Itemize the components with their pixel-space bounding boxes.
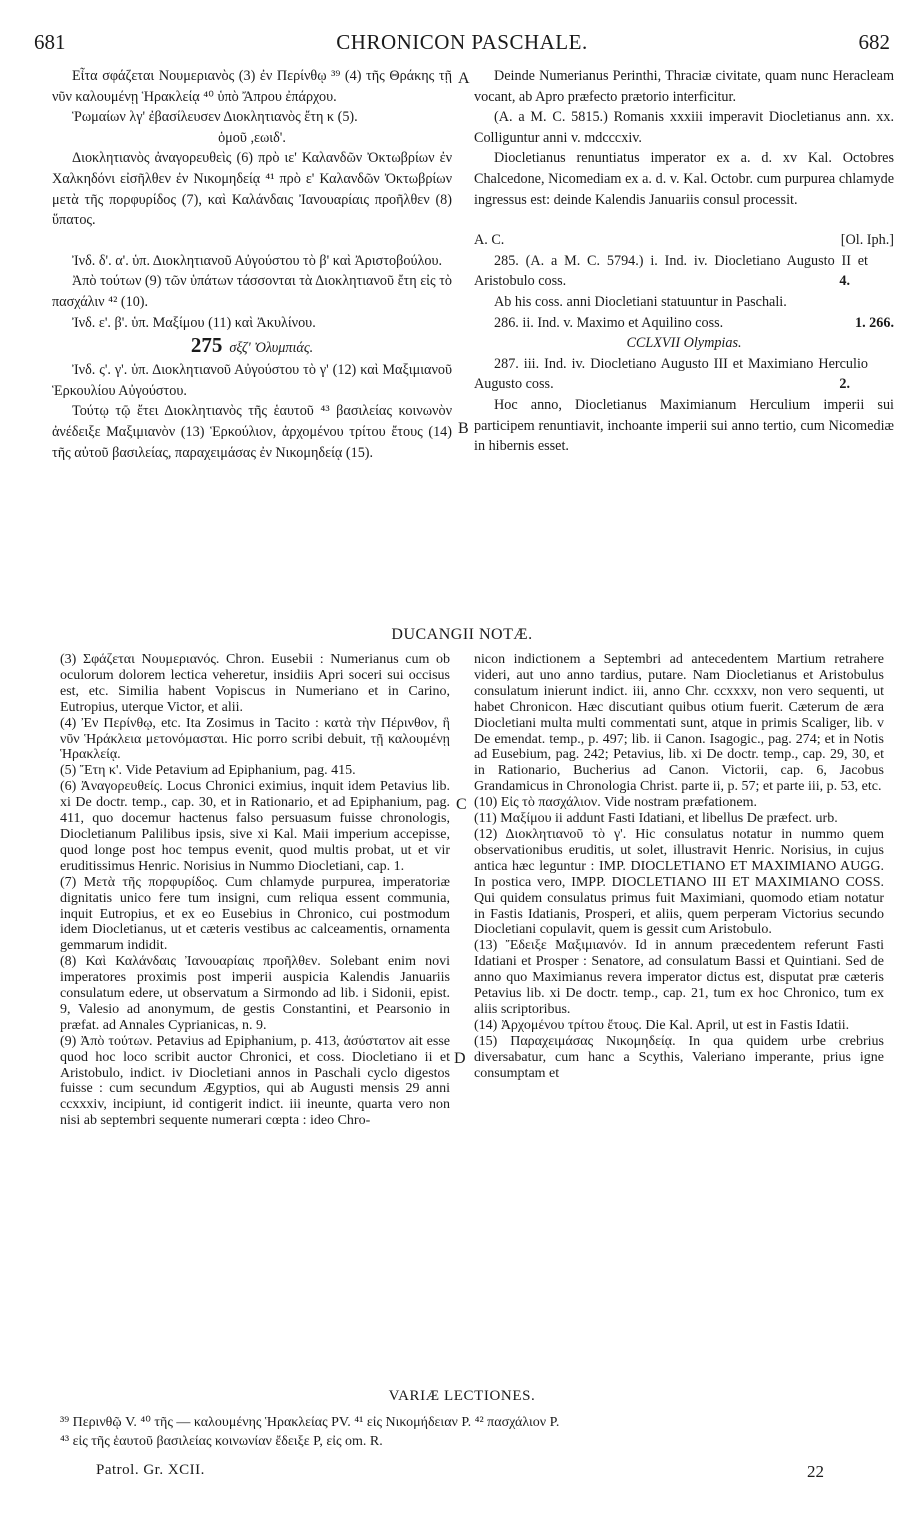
notes-heading: DUCANGII NOTÆ. — [391, 626, 533, 643]
note: (8) Καὶ Καλάνδαις Ἰανουαρίαις προῆλθεν. Solebant enim novi imperatores proximis post imperii auspicia Kalendis Januariis consulatum edere, ut observatum a Sirmondo ad lib. i Sidonii, epist. 9, Valesio ad anonymum, de gestis Constantini, et Pearsonio in præfat. ad Annales Cyprianicas, n. 9. — [60, 954, 450, 1033]
greek-paragraph: Εἶτα σφάζεται Νουμεριανὸς (3) ἐν Περίνθῳ ³⁹ (4) τῆς Θράκης τῇ νῦν καλουμένῃ Ἡρακλείᾳ ⁴⁰ ὑπὸ Ἄπρου ἐπάρχου. — [52, 68, 452, 105]
era-label: A. C. — [474, 232, 505, 249]
variae-heading: VARIÆ LECTIONES. — [388, 1388, 536, 1404]
greek-paragraph: Διοκλητιανὸς ἀναγορευθεὶς (6) πρὸ ιε' Καλανδῶν Ὀκτωβρίων ἐν Χαλκηδόνι εἰσῆλθεν ἐν Νικομηδείᾳ ⁴¹ πρὸ ε' Καλανδῶν Ὀκτωβρίων μετὰ τῆς πορφυρίδος (7), καὶ Καλάνδαις Ἰανουαρίαις προῆλθεν (8) ὕπατος. — [52, 150, 452, 229]
olympiad-label: σξζ' Ὀλυμπιάς. — [229, 340, 314, 357]
note: (10) Εἰς τὸ πασχάλιον. Vide nostram præfationem. — [474, 795, 757, 811]
era-header — [474, 230, 894, 251]
greek-paragraph: Ἰνδ. ε'. β'. ὑπ. Μαξίμου (11) καὶ Ἀκυλίνου. — [72, 314, 316, 331]
latin-entry-text: 286. ii. Ind. v. Maximo et Aquilino coss. — [494, 314, 724, 331]
latin-paragraph — [474, 251, 894, 292]
series-signature: Patrol. Gr. XCII. — [96, 1462, 205, 1478]
note: (11) Μαξίμου ii addunt Fasti Idatiani, et libellus De præfect. urb. — [474, 811, 838, 827]
notes-right-column — [474, 652, 884, 1081]
note: nicon indictionem a Septembri ad antecedentem Martium retrahere videri, aut uno anno tardius, putare. Nam Diocletianus et Aristobulus consulatum inierunt indict. iii, anno Chr. ccxxxv, non vero sequenti, ut habet Chronicon. Hæc discutiant quibus otium fuerit. Cæterum de æra Diocletiani multa multi commentati sunt, atque in primis Scaliger, lib. v De emendat. temp., p. 497; lib. ii Canon. Isagogic., pag. 274; et in Notis ad Eusebium, pag. 242; Petavius, lib. xi De doctr. temp., cap. 29, 30, et in Rationario, Bucherius ad Canon. Victorii, cap. 6, Jacobus Grandamicus in Chronologia Christ. parte ii, p. 57; et parte iii, p. 53, etc. — [474, 652, 884, 795]
olympiad-year: 1. 266. — [854, 314, 894, 331]
note: (5) Ἔτη κ'. Vide Petavium ad Epiphanium, pag. 415. — [60, 763, 356, 779]
latin-paragraph — [474, 313, 894, 334]
notes-left-column — [60, 652, 450, 1129]
variant-line: ³⁹ Περινθῷ V. ⁴⁰ τῆς — καλουμένης Ἡρακλείας PV. ⁴¹ εἰς Νικομήδειαν P. ⁴² πασχάλιον P. — [60, 1415, 560, 1430]
note: (3) Σφάζεται Νουμεριανός. Chron. Eusebii : Numerianus cum ob oculorum dolorem lectica veheretur, insidiis Apri soceri sui occisus est, etc. Similia habent Vopiscus in Numeriano et in Carino, Eutropius, uterque Victor, et alii. — [60, 652, 450, 715]
latin-paragraph: Hoc anno, Diocletianus Maximianum Herculium imperii sui participem renuntiavit, inchoante imperii sui anno tertio, cum Nicomediæ in hibernis esset. — [474, 396, 894, 455]
olympiad-column-label: [Ol. Iph.] — [840, 232, 894, 249]
note: (15) Παραχειμάσας Νικομηδείᾳ. In qua quidem urbe crebrius diversabatur, cum hanc a Scythis, Valeriano imperante, prius igne consumptam et — [474, 1033, 884, 1081]
latin-paragraph: Ab his coss. anni Diocletiani statuuntur in Paschali. — [494, 293, 787, 310]
latin-paragraph: Diocletianus renuntiatus imperator ex a. d. xv Kal. Octobres Chalcedone, Nicomediam ex a. d. v. Kal. Octobr. cum purpurea chlamyde ingressus est: deinde Kalendis Januariis consul processit. — [474, 150, 894, 208]
note: (12) Διοκλητιανοῦ τὸ γ'. Hic consulatus notatur in nummo quem observationibus eruditis, ut solet, illustravit Henric. Norisius, in cujus antica hæc leguntur : IMP. DIOCLETIANO ET MAXIMIANO AUGG. In postica vero, IMPP. DIOCLETIANO III ET MAXIMIANO COSS. Qui quidem consulatus primus fuit Maximiani, quomodo etiam notatur in Fastis Idatianis, Prosperi, et aliis, quem perperam Victorius secundo Diocletiani copulavit, quem is gessit cum Aristobulo. — [474, 826, 884, 938]
greek-paragraph: Ἰνδ. δ'. α'. ὑπ. Διοκλητιανοῦ Αὐγούστου τὸ β' καὶ Ἀριστοβούλου. — [72, 252, 443, 269]
note: (14) Ἀρχομένου τρίτου ἔτους. Die Kal. April, ut est in Fastis Idatii. — [474, 1017, 850, 1033]
greek-column — [52, 66, 452, 463]
note: (6) Ἀναγορευθείς. Locus Chronici eximius, inquit idem Petavius lib. xi De doctr. temp., cap. 30, et in Rationario, et ad Epiphanium, pag. 411, quo docemur hactenus falso persuasum fuisse chronologis, Diocletianum Palilibus ipsis, sive xi Kal. Maii imperium accepisse, quod longe post hoc tempus evenit, quod multis probat, ut et vir eruditissimus Henric. Norisius in Nummo Diocletiani, cap. 1. — [60, 779, 450, 874]
greek-paragraph: Ῥωμαίων λγ' ἐβασίλευσεν Διοκλητιανὸς ἔτη κ (5). — [72, 109, 358, 126]
page-footer — [96, 1462, 824, 1486]
signature-number: 22 — [807, 1462, 824, 1481]
page-number-left: 681 — [34, 30, 66, 54]
latin-paragraph — [474, 354, 894, 395]
margin-letter: C — [456, 796, 467, 813]
latin-entry-text: 285. (A. a M. C. 5794.) i. Ind. iv. Diocletiano Augusto II et Aristobulo coss. — [474, 252, 868, 290]
margin-letter: D — [454, 1050, 466, 1067]
latin-paragraph: Deinde Numerianus Perinthi, Thraciæ civitate, quam nunc Heracleam vocant, ab Apro præfecto prætorio interficitur. — [474, 68, 894, 105]
variae-lectiones — [60, 1413, 880, 1451]
olympiad-year: 4. — [839, 273, 850, 290]
page-number-right: 682 — [858, 30, 890, 54]
olympiad-label: CCLXVII Olympias. — [626, 335, 742, 352]
section-number: 275 — [190, 333, 223, 358]
latin-column — [474, 66, 894, 457]
greek-paragraph: Ἀπὸ τούτων (9) τῶν ὑπάτων τάσσονται τὰ Διοκλητιανοῦ ἔτη εἰς τὸ πασχάλιν ⁴² (10). — [52, 273, 452, 310]
greek-paragraph: Ἰνδ. ς'. γ'. ὑπ. Διοκλητιανοῦ Αὐγούστου τὸ γ' (12) καὶ Μαξιμιανοῦ Ἑρκουλίου Αὐγούστου. — [52, 362, 452, 399]
note: (13) Ἔδειξε Μαξιμιανόν. Id in annum præcedentem referunt Fasti Idatiani et Prosper : Senatore, ad consulatum Bassi et Quintiani. Sed de anno quo Maximianus revera imperator dictus est, disputat præ cæteris Petavius lib. xi De doctr. temp., cap. 21, tum ex hoc Chronico, tum ex aliis scriptoribus. — [474, 938, 884, 1017]
variant-line: ⁴³ εἰς τῆς ἑαυτοῦ βασιλείας κοινωνίαν ἔδειξε P, εἰς om. R. — [60, 1434, 383, 1449]
latin-paragraph: (A. a M. C. 5815.) Romanis xxxiii imperavit Diocletianus ann. xx. Colliguntur anni v. mdcccxiv. — [474, 109, 894, 146]
olympiad-heading — [52, 333, 452, 360]
margin-letter: A — [458, 70, 470, 87]
running-header — [34, 30, 890, 60]
note: (9) Ἀπὸ τούτων. Petavius ad Epiphanium, p. 413, ἀσύστατον ait esse quod hoc loco scribit auctor Chronici, et coss. Diocletiano ii et Aristobulo, indict. iv Diocletiani annos in Paschali cyclo digestos fuisse : cum secundum Ægyptios, qui ab Augusti mensis 29 anni ccxxxiv, incipiunt, id contigerit indict. iii ineunte, quarta vero non nisi ab septembri sequente numerari cœpta : ideo Chro- — [60, 1033, 450, 1129]
greek-paragraph: Τούτῳ τῷ ἔτει Διοκλητιανὸς τῆς ἑαυτοῦ ⁴³ βασιλείας κοινωνὸν ἀνέδειξε Μαξιμιανὸν (13) Ἑρκούλιον, ἀρχομένου τρίτου ἔτους (14) τῆς αὐτοῦ βασιλείας, παραχειμάσας ἐν Νικομηδείᾳ (15). — [52, 403, 452, 461]
olympiad-year: 2. — [839, 376, 850, 393]
note: (7) Μετὰ τῆς πορφυρίδος. Cum chlamyde purpurea, imperatoriæ dignitatis unico fere tum insigni, cum reliqua essent communia, inquit Eutropius, et ex eo Eusebius in Chronico, cui postmodum idem Diocletianus, ut et cæteris vestibus ac calceamentis, ornamenta gemmarum indidit. — [60, 874, 450, 954]
note: (4) Ἐν Περίνθῳ, etc. Ita Zosimus in Tacito : κατὰ τὴν Πέρινθον, ἣ νῦν Ἡράκλεια μετονόμασται. Hic porro scribi debuit, τῇ καλουμένῃ Ἡρακλείᾳ. — [60, 715, 450, 763]
margin-letter: B — [458, 420, 469, 437]
greek-paragraph: ὁμοῦ ,εωιδ'. — [218, 129, 286, 146]
latin-entry-text: 287. iii. Ind. iv. Diocletiano Augusto III et Maximiano Herculio Augusto coss. — [474, 355, 868, 393]
page-title: CHRONICON PASCHALE. — [336, 30, 588, 54]
